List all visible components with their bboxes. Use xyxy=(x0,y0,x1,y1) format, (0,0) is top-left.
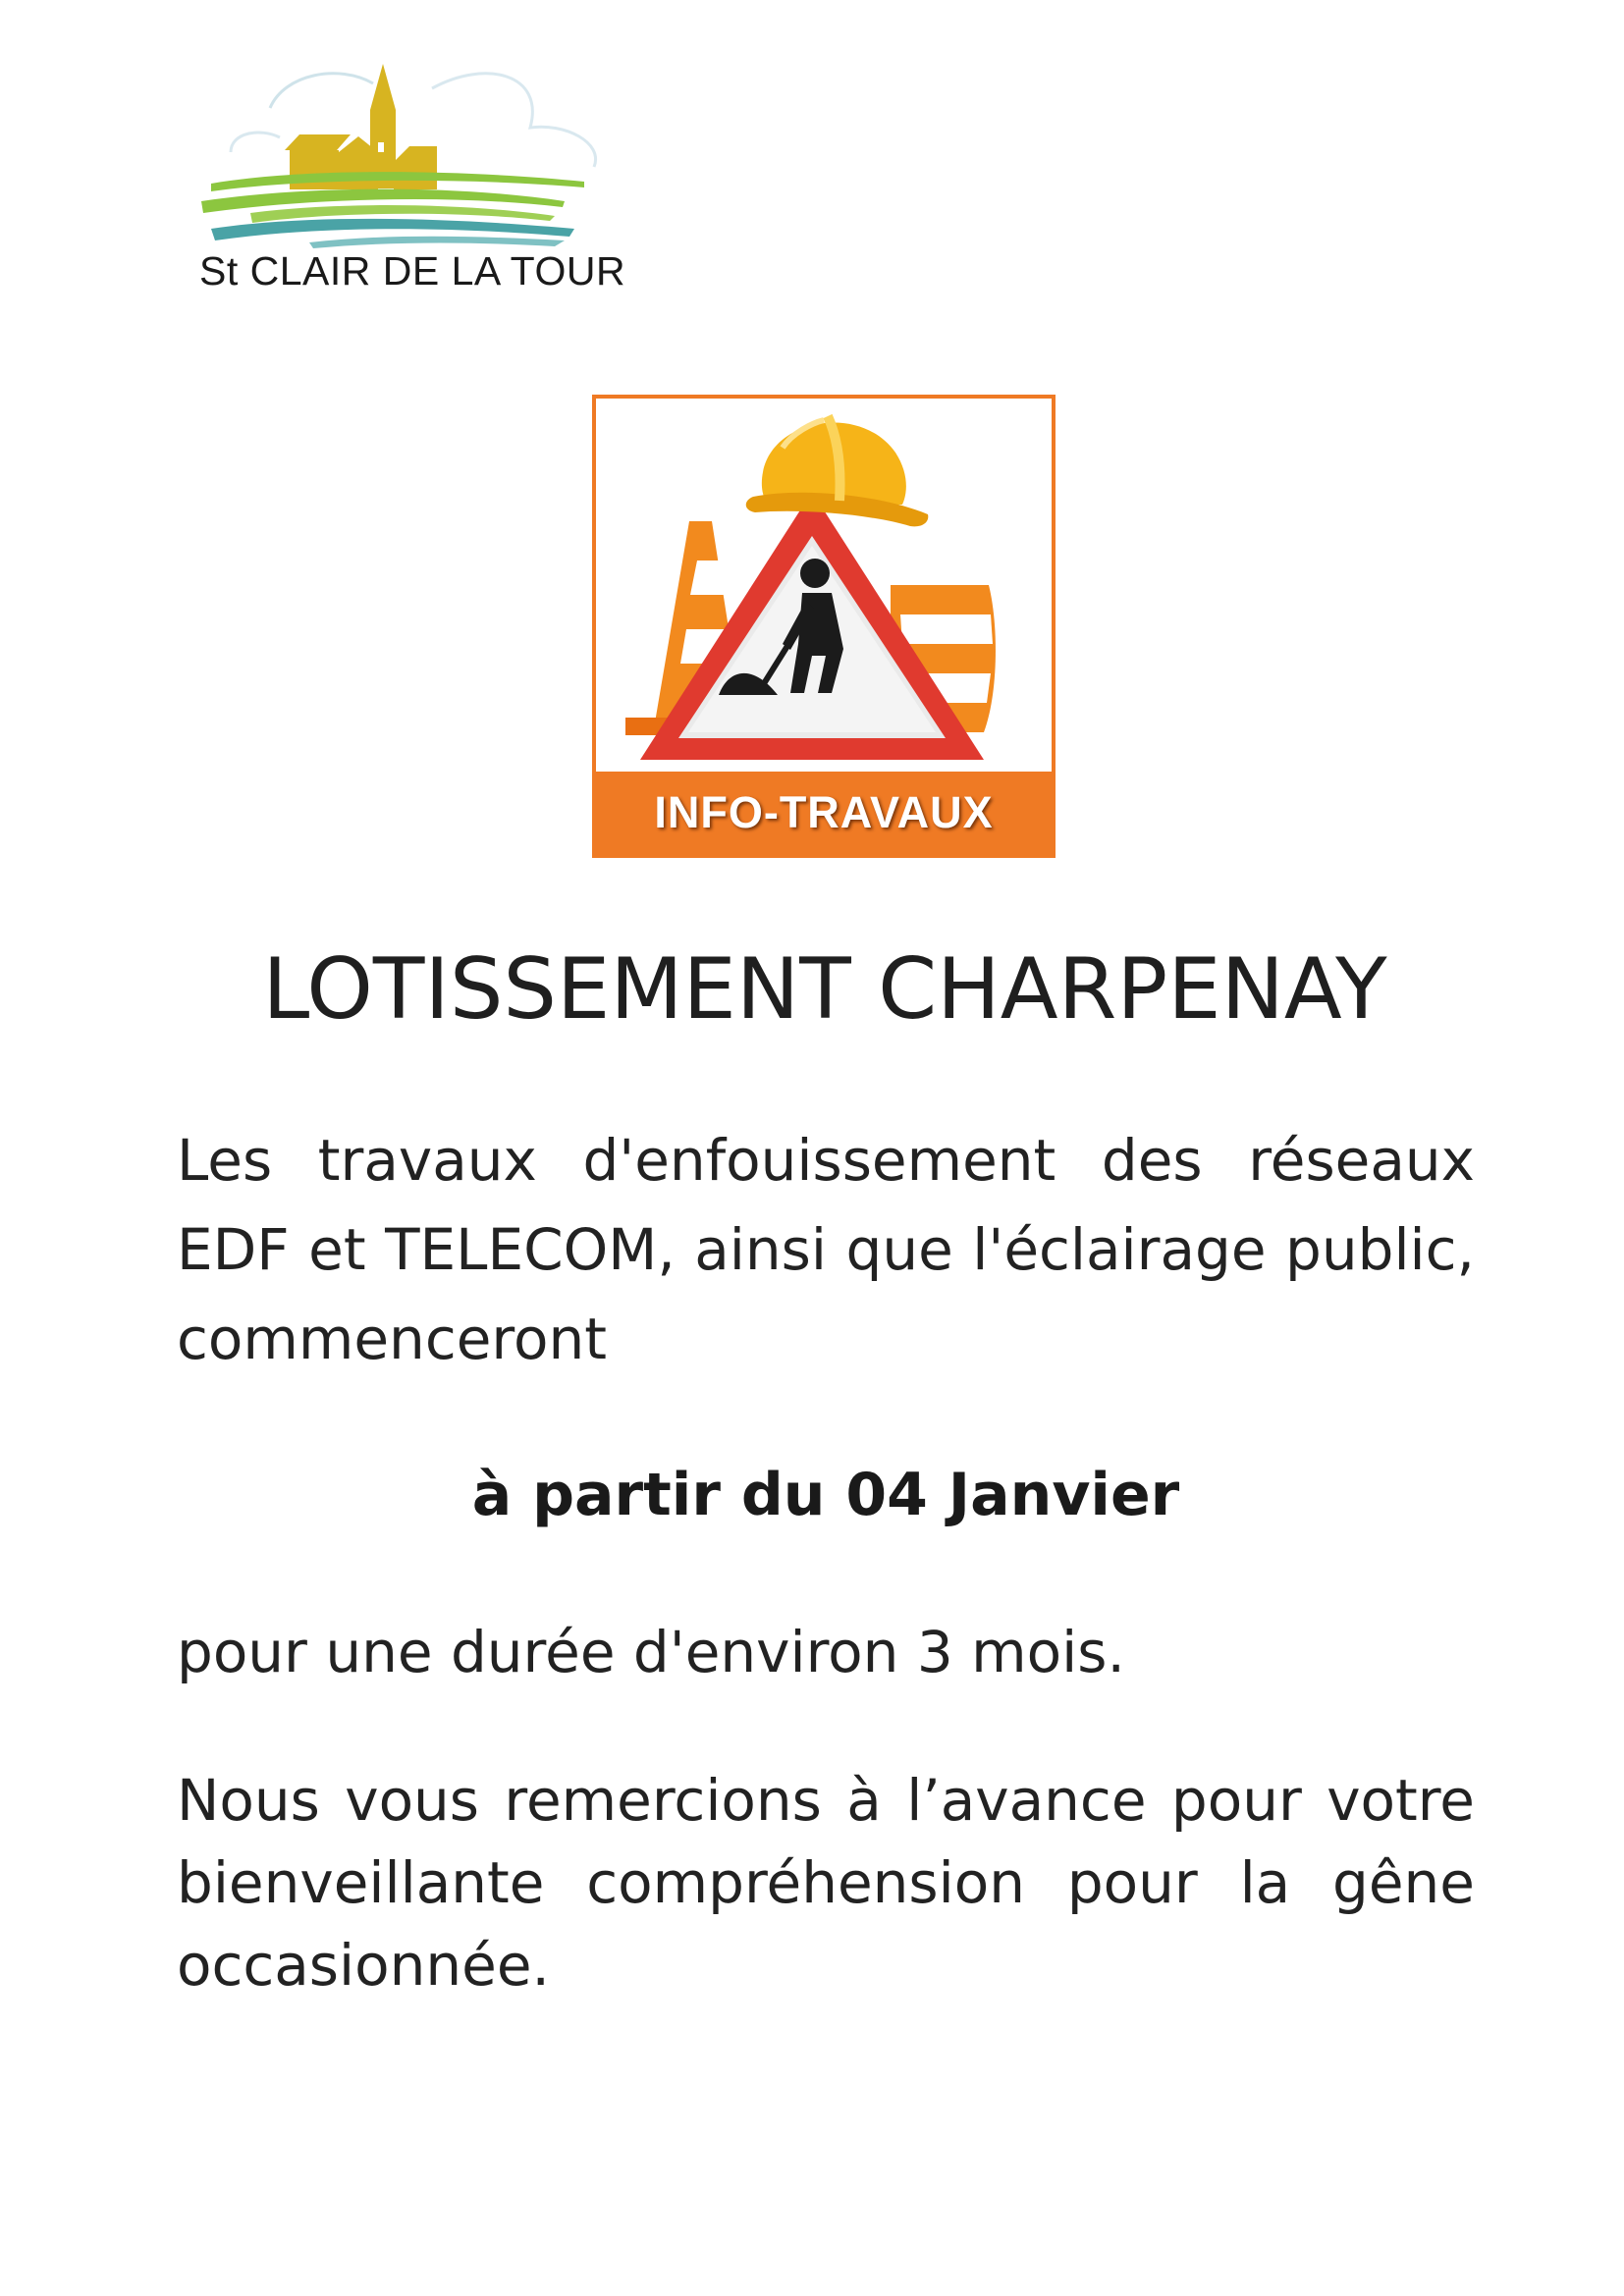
notice-start-date: à partir du 04 Janvier xyxy=(471,1461,1180,1529)
notice-paragraph-duration: pour une durée d'environ 3 mois. xyxy=(177,1619,1125,1685)
notice-paragraph-works: Les travaux d'enfouissement des réseaux EDF et TELECOM, ainsi que l'éclairage public, commenceront xyxy=(177,1127,1475,1372)
notice-title: LOTISSEMENT CHARPENAY xyxy=(262,940,1387,1039)
badge-label: INFO-TRAVAUX xyxy=(654,787,994,837)
municipality-logo xyxy=(191,54,626,309)
municipality-name: St CLAIR DE LA TOUR xyxy=(199,248,626,294)
info-travaux-badge xyxy=(592,395,1056,858)
village-church-icon xyxy=(191,54,623,250)
notice-paragraph-thanks: Nous vous remercions à l’avance pour votre bienveillante compréhension pour la gêne occasionnée. xyxy=(177,1767,1475,1999)
